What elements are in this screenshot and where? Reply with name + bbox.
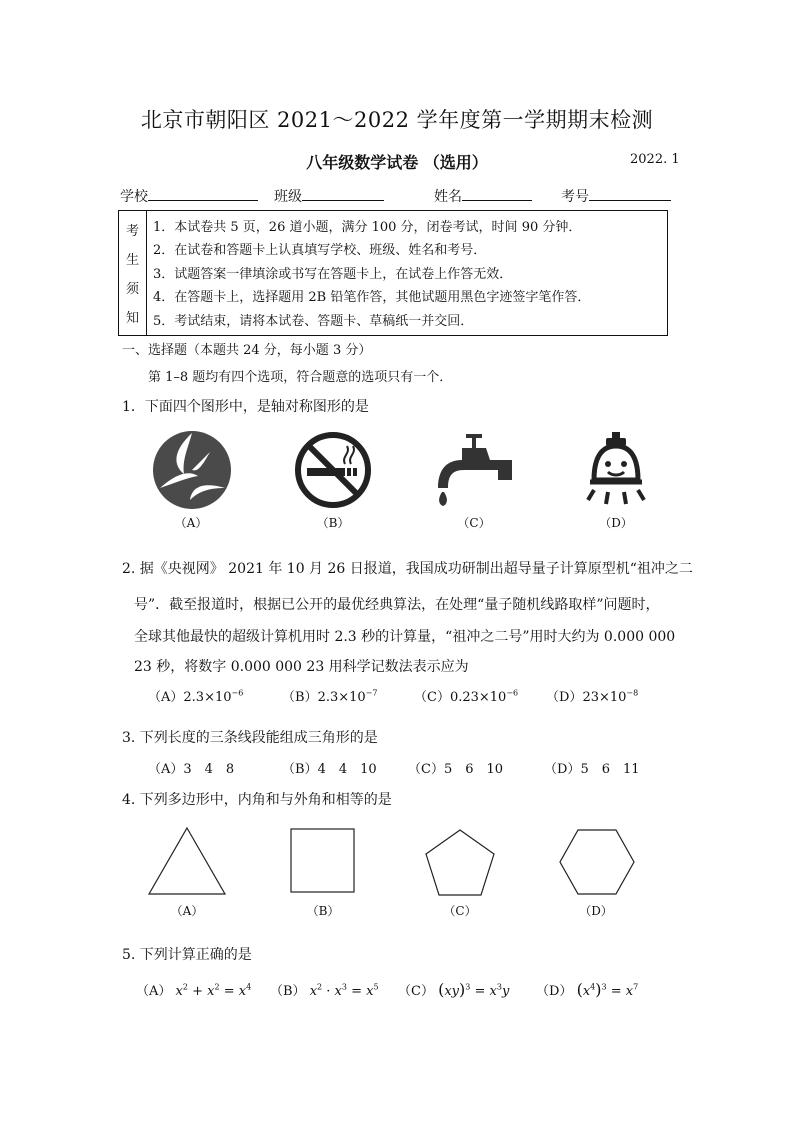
school-underline [148, 186, 258, 201]
notice-item: 1．本试卷共 5 页，26 道小题，满分 100 分，闭卷考试，时间 90 分钟． [153, 220, 582, 235]
q5-option-d-label: （D） [536, 984, 573, 999]
q2-option-b[interactable] [282, 686, 377, 705]
q2-line: 2. 据《央视网》 2021 年 10 月 26 日报道，我国成功研制出超导量子计算原型机“祖冲之二 [122, 561, 693, 577]
q5-option-b[interactable] [270, 980, 379, 999]
triangle-shape [146, 826, 228, 898]
q1-label-a: （A） [174, 516, 208, 530]
dripping-faucet-icon [434, 430, 514, 510]
q5-option-a-label: （A） [136, 984, 172, 999]
school-field[interactable] [120, 186, 258, 206]
q2-option-a-base: 2.3×10 [183, 690, 232, 705]
q2-option-d-base: 23×10 [582, 690, 627, 705]
q2-option-c-base: 0.23×10 [449, 690, 507, 705]
q3-option-b-value: 4 4 10 [317, 762, 377, 777]
q2-option-d-exp: −8 [626, 688, 639, 698]
q3-option-b[interactable] [282, 758, 377, 777]
q1-label-d: （D） [599, 516, 633, 530]
q3-option-d[interactable] [544, 758, 640, 777]
q3-option-b-label: （B） [282, 762, 318, 777]
q2-option-d-label: （D） [546, 690, 583, 705]
q3-option-a[interactable] [148, 758, 234, 777]
square-shape [290, 828, 356, 894]
q3-option-d-value: 5 6 11 [580, 762, 640, 777]
q4-label-a: （A） [170, 904, 204, 918]
q3-option-c-value: 5 6 10 [443, 762, 504, 777]
notice-label [119, 211, 147, 335]
exam-number-field[interactable] [561, 186, 671, 206]
class-label: 班级 [274, 189, 302, 205]
notice-item: 3．试题答案一律填涂或书写在答题卡上，在试卷上作答无效． [153, 266, 513, 282]
q2-line: 号”．截至报道时，根据已公开的最优经典算法，在处理“量子随机线路取样”问题时， [134, 597, 660, 613]
exam-date: 2022. 1 [630, 152, 680, 167]
q3-option-c[interactable] [408, 758, 503, 777]
q5-option-a[interactable] [136, 980, 251, 999]
school-label: 学校 [120, 189, 148, 205]
q3-option-a-label: （A） [148, 762, 184, 777]
section-title: 一、选择题（本题共 24 分，每小题 3 分） [122, 343, 372, 358]
q1-label-b: （B） [316, 516, 350, 530]
q5-text: 5. 下列计算正确的是 [122, 947, 252, 963]
q5-option-c[interactable] [398, 980, 509, 999]
q5-option-d[interactable] [536, 980, 638, 999]
q2-option-b-base: 2.3×10 [317, 690, 366, 705]
notice-box [118, 210, 668, 336]
hexagon-shape [558, 828, 636, 896]
q2-option-c-exp: −6 [506, 688, 519, 698]
q5-option-a-formula: $x^2 + x^2 = x^4$ [175, 982, 252, 999]
notice-item: 2．在试卷和答题卡上认真填写学校、班级、姓名和考号． [153, 243, 487, 259]
q2-option-a-exp: −6 [231, 688, 244, 698]
q1-label-c: （C） [457, 516, 491, 530]
q5-option-c-formula: $(xy)^3 = x^3y$ [438, 980, 510, 999]
class-underline [302, 186, 384, 201]
ceiling-lamp-icon [584, 430, 648, 510]
q3-option-d-label: （D） [544, 762, 581, 777]
q2-line: 全球其他最快的超级计算机用时 2.3 秒的计算量，“祖冲之二号”用时大约为 0.000 000 [134, 629, 676, 645]
name-underline [462, 186, 532, 201]
no-smoking-icon [293, 430, 373, 510]
notice-item: 5．考试结束，请将本试卷、答题卡、草稿纸一并交回． [153, 313, 474, 329]
q1-text: 1．下面四个图形中，是轴对称图形的是 [122, 399, 369, 415]
q2-option-b-label: （B） [282, 690, 318, 705]
notice-label-char: 考 [125, 224, 139, 239]
exam-number-underline [589, 186, 671, 201]
q3-option-a-value: 3 4 8 [183, 762, 235, 777]
q4-label-d: （D） [579, 904, 613, 918]
q3-text: 3. 下列长度的三条线段能组成三角形的是 [122, 730, 378, 746]
notice-label-char: 须 [125, 282, 139, 297]
section-instruction: 第 1–8 题均有四个选项，符合题意的选项只有一个． [148, 370, 453, 385]
exam-title: 北京市朝阳区 2021～2022 学年度第一学期期末检测 [140, 108, 654, 132]
q2-option-a-label: （A） [148, 690, 184, 705]
notice-label-char: 知 [125, 311, 139, 326]
recycle-swirl-icon [152, 430, 232, 510]
notice-item: 4．在答题卡上，选择题用 2B 铅笔作答，其他试题用黑色字迹签字笔作答． [153, 290, 591, 306]
q2-line: 23 秒，将数字 0.000 000 23 用科学记数法表示应为 [134, 659, 469, 675]
q2-option-c[interactable] [414, 686, 518, 705]
q2-option-d[interactable] [546, 686, 638, 705]
exam-subtitle: 八年级数学试卷 （选用） [306, 153, 488, 172]
q5-option-d-formula: $(x^4)^3 = x^7$ [576, 980, 639, 999]
pentagon-shape [424, 828, 496, 898]
q4-label-c: （C） [443, 904, 477, 918]
q2-option-b-exp: −7 [365, 688, 378, 698]
q4-text: 4. 下列多边形中，内角和与外角和相等的是 [122, 792, 392, 808]
q5-option-c-label: （C） [398, 984, 434, 999]
q2-option-a[interactable] [148, 686, 243, 705]
q4-label-b: （B） [306, 904, 340, 918]
q2-option-c-label: （C） [414, 690, 450, 705]
name-label: 姓名 [434, 189, 462, 205]
q5-option-b-formula: $x^2 \cdot x^3 = x^5$ [309, 982, 379, 999]
exam-number-label: 考号 [561, 189, 589, 205]
q5-option-b-label: （B） [270, 984, 306, 999]
notice-label-char: 生 [125, 253, 139, 268]
q3-option-c-label: （C） [408, 762, 444, 777]
name-field[interactable] [434, 186, 532, 206]
notice-items [153, 216, 663, 333]
class-field[interactable] [274, 186, 384, 206]
